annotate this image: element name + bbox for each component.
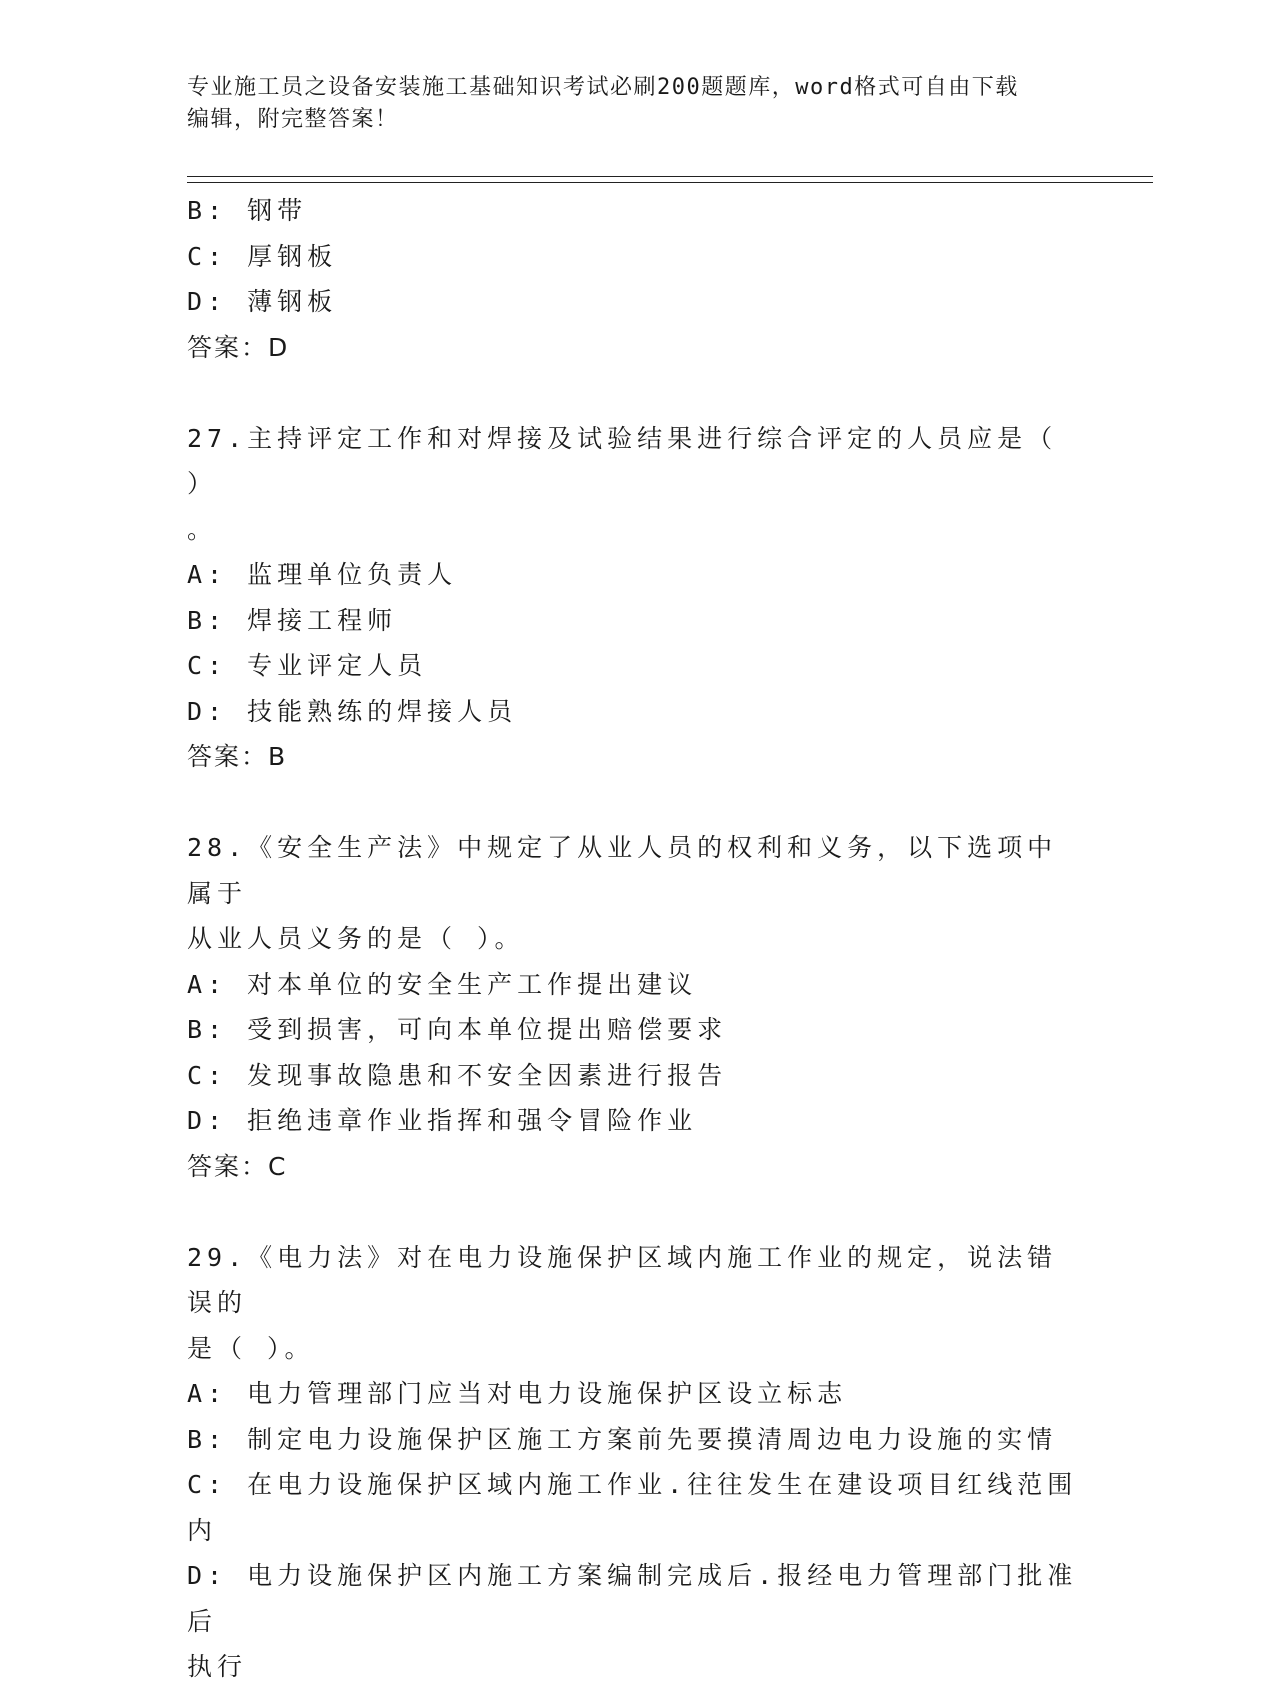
- option-a: A: 对本单位的安全生产工作提出建议: [187, 969, 698, 999]
- header-title-line-1: 专业施工员之设备安装施工基础知识考试必刷200题题库，word格式可自由下载: [187, 75, 1019, 100]
- option-d: D: 技能熟练的焊接人员: [187, 696, 518, 726]
- question-28: [187, 825, 1087, 1189]
- question-27: [187, 416, 1087, 780]
- question-26-tail: [187, 188, 1087, 370]
- option-d: D: 拒绝违章作业指挥和强令冒险作业: [187, 1106, 698, 1135]
- option-b: B: 焊接工程师: [187, 605, 398, 635]
- option-c: C: 专业评定人员: [187, 651, 428, 680]
- question-stem-line-2: 从业人员义务的是（ ）。: [187, 924, 525, 953]
- option-c: C: 在电力设施保护区域内施工作业.往往发生在建设项目红线范围内: [187, 1470, 1078, 1545]
- option-d-line-1: D: 电力设施保护区内施工方案编制完成后.报经电力管理部门批准后: [187, 1561, 1078, 1636]
- option-c: C: 厚钢板: [187, 241, 338, 271]
- question-stem-line-2: 是（ ）。: [187, 1333, 315, 1363]
- answer-label: 答案：C: [187, 1151, 288, 1181]
- answer-label: 答案：B: [187, 742, 288, 771]
- document-header: [187, 72, 1087, 136]
- option-b: B: 制定电力设施保护区施工方案前先要摸清周边电力设施的实情: [187, 1424, 1058, 1454]
- spacer: [187, 1189, 1087, 1235]
- spacer: [187, 780, 1087, 826]
- question-stem-line-2: 。: [187, 514, 218, 544]
- header-divider-top: [187, 176, 1153, 177]
- question-stem-line-1: 29.《电力法》对在电力设施保护区域内施工作业的规定，说法错误的: [187, 1242, 1058, 1317]
- option-b: B: 受到损害，可向本单位提出赔偿要求: [187, 1015, 728, 1044]
- question-29: [187, 1235, 1087, 1690]
- option-a: A: 电力管理部门应当对电力设施保护区设立标志: [187, 1379, 848, 1408]
- option-b: B: 钢带: [187, 196, 308, 225]
- question-content: [187, 188, 1087, 1690]
- spacer: [187, 370, 1087, 416]
- header-divider-bottom: [187, 182, 1153, 183]
- question-stem-line-1: 27.主持评定工作和对焊接及试验结果进行综合评定的人员应是（ ）: [187, 423, 1058, 498]
- option-d-line-2: 执行: [187, 1652, 248, 1681]
- option-d: D: 薄钢板: [187, 287, 338, 316]
- header-title-line-2: 编辑，附完整答案！: [187, 107, 399, 132]
- question-stem-line-1: 28.《安全生产法》中规定了从业人员的权利和义务，以下选项中属于: [187, 833, 1058, 908]
- option-c: C: 发现事故隐患和不安全因素进行报告: [187, 1060, 728, 1090]
- option-a: A: 监理单位负责人: [187, 560, 458, 589]
- answer-label: 答案：D: [187, 332, 290, 362]
